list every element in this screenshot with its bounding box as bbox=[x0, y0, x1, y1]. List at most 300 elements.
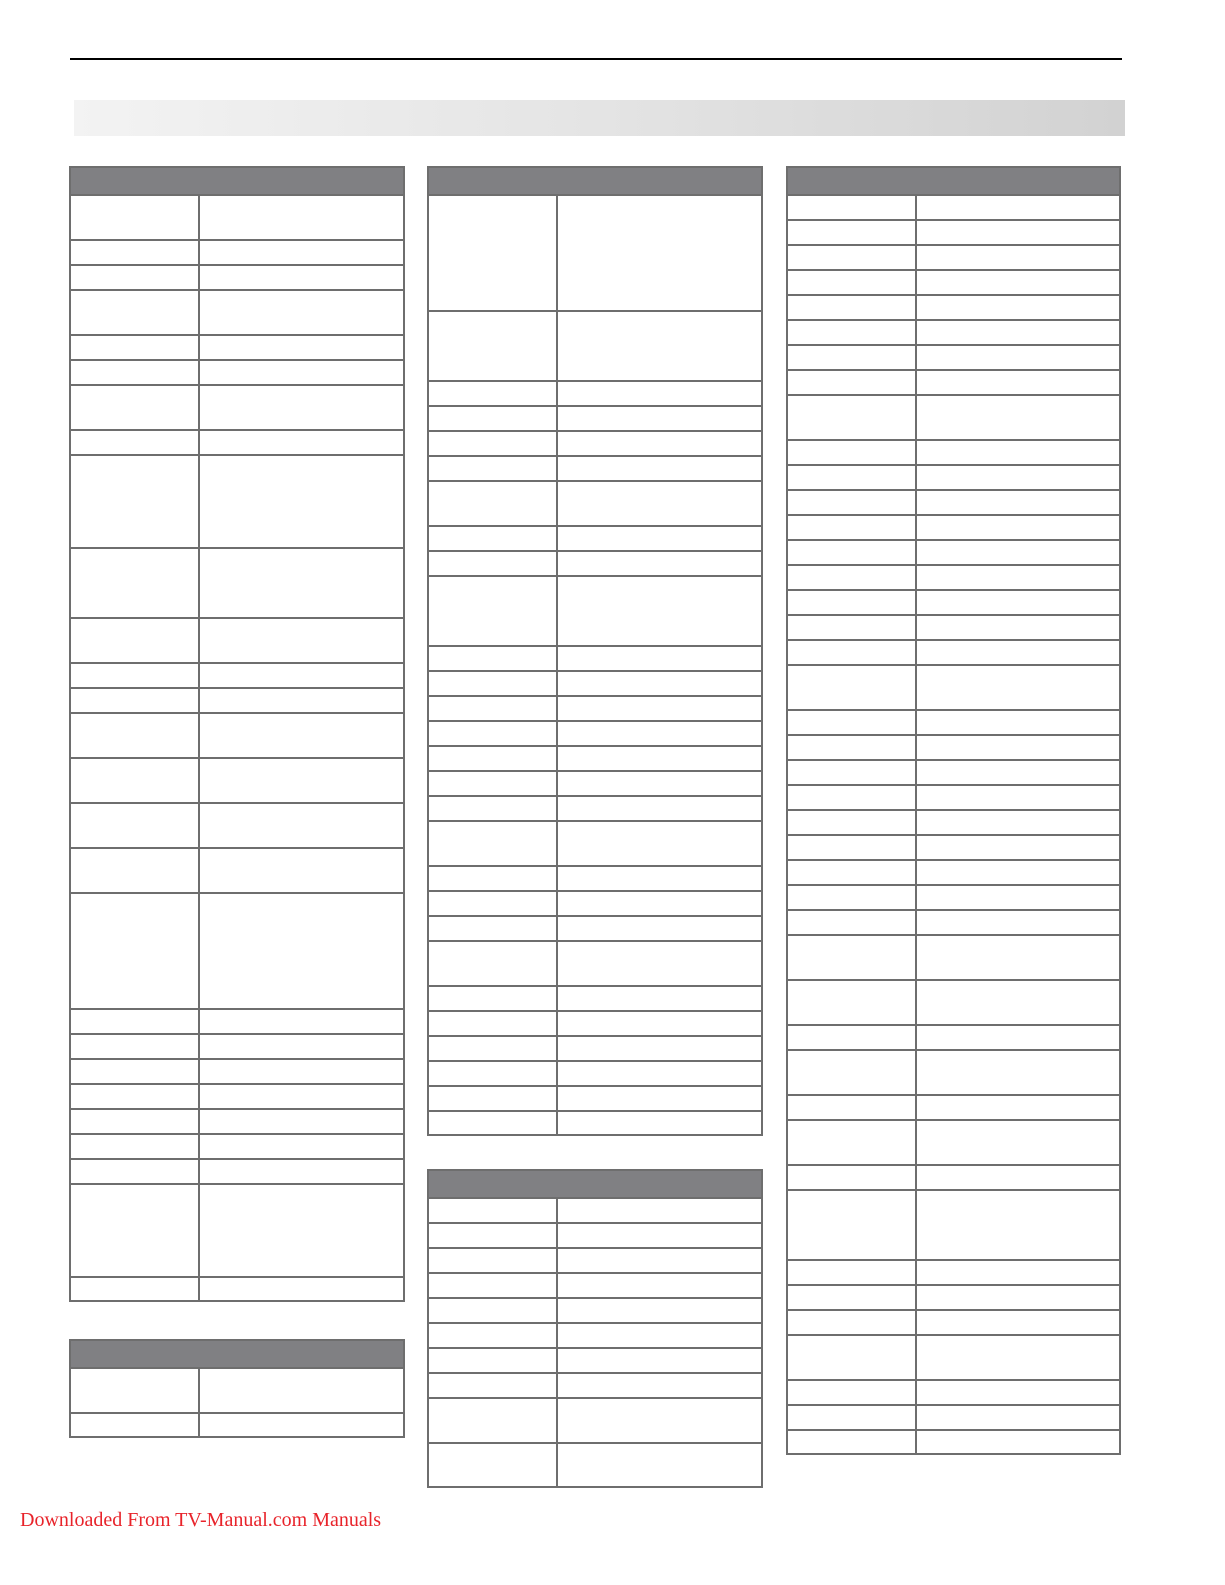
table-cell bbox=[71, 336, 200, 359]
table-cell bbox=[917, 761, 1119, 784]
table-cell bbox=[71, 619, 200, 662]
table-cell bbox=[917, 1051, 1119, 1094]
table-cell bbox=[558, 1299, 761, 1322]
table-cell bbox=[429, 672, 558, 695]
table-row bbox=[429, 915, 761, 940]
table-cell bbox=[917, 1121, 1119, 1164]
table-cell bbox=[71, 431, 200, 454]
table-row bbox=[788, 1024, 1119, 1049]
table-cell bbox=[71, 664, 200, 687]
table-cell bbox=[788, 936, 917, 979]
table-cell bbox=[917, 811, 1119, 834]
table-row bbox=[788, 1379, 1119, 1404]
table-cell bbox=[429, 407, 558, 430]
table-row bbox=[429, 745, 761, 770]
table-cell bbox=[558, 647, 761, 670]
table-cell bbox=[429, 1112, 558, 1134]
table-cell bbox=[429, 1249, 558, 1272]
table-cell bbox=[788, 541, 917, 564]
table-cell bbox=[200, 431, 403, 454]
table-cell bbox=[917, 1286, 1119, 1309]
table-cell bbox=[71, 456, 200, 547]
table-row bbox=[788, 1259, 1119, 1284]
table-cell bbox=[429, 892, 558, 915]
table-cell bbox=[788, 516, 917, 539]
table-cell bbox=[788, 1381, 917, 1404]
table-cell bbox=[200, 336, 403, 359]
table-row bbox=[788, 344, 1119, 369]
table-cell bbox=[917, 641, 1119, 664]
table-cell bbox=[917, 1261, 1119, 1284]
table-row bbox=[71, 1276, 403, 1300]
table-row bbox=[71, 1008, 403, 1033]
table-cell bbox=[429, 1299, 558, 1322]
table-cell bbox=[429, 1324, 558, 1347]
table-cell bbox=[917, 711, 1119, 734]
table-row bbox=[788, 369, 1119, 394]
table-cell bbox=[917, 861, 1119, 884]
table-row bbox=[71, 547, 403, 617]
table-row bbox=[429, 1397, 761, 1442]
table-cell bbox=[71, 549, 200, 617]
table-cell bbox=[558, 482, 761, 525]
table-cell bbox=[788, 761, 917, 784]
download-source-link[interactable]: Downloaded From TV-Manual.com Manuals bbox=[20, 1509, 382, 1531]
table-row bbox=[71, 1183, 403, 1276]
table-cell bbox=[917, 886, 1119, 909]
table-row bbox=[788, 489, 1119, 514]
table-row bbox=[788, 784, 1119, 809]
table-cell bbox=[917, 1096, 1119, 1119]
table-cell bbox=[558, 1199, 761, 1222]
table-cell bbox=[200, 714, 403, 757]
table-cell bbox=[200, 291, 403, 334]
table-row bbox=[429, 380, 761, 405]
table-cell bbox=[71, 1185, 200, 1276]
table-row bbox=[788, 319, 1119, 344]
table-cell bbox=[917, 1191, 1119, 1259]
table-cell bbox=[558, 1399, 761, 1442]
table-cell bbox=[558, 527, 761, 550]
table-cell bbox=[200, 894, 403, 1008]
table-cell bbox=[558, 722, 761, 745]
table-cell bbox=[788, 566, 917, 589]
table-cell bbox=[200, 1010, 403, 1033]
table-row bbox=[71, 847, 403, 892]
table-row bbox=[71, 454, 403, 547]
table-cell bbox=[558, 382, 761, 405]
table-row bbox=[71, 757, 403, 802]
table-cell bbox=[917, 591, 1119, 614]
table-row bbox=[788, 639, 1119, 664]
table-cell bbox=[429, 917, 558, 940]
table-row bbox=[429, 550, 761, 575]
table-row bbox=[71, 712, 403, 757]
table-cell bbox=[429, 527, 558, 550]
table-cell bbox=[429, 552, 558, 575]
table-row bbox=[788, 884, 1119, 909]
table-cell bbox=[917, 981, 1119, 1024]
table-row bbox=[429, 1085, 761, 1110]
table-row bbox=[429, 1372, 761, 1397]
table-row bbox=[788, 439, 1119, 464]
table-cell bbox=[917, 1381, 1119, 1404]
table-row bbox=[788, 294, 1119, 319]
table-cell bbox=[558, 942, 761, 985]
code-table bbox=[69, 166, 405, 1302]
table-cell bbox=[917, 566, 1119, 589]
table-cell bbox=[71, 266, 200, 289]
table-cell bbox=[200, 849, 403, 892]
table-cell bbox=[788, 911, 917, 934]
table-cell bbox=[558, 312, 761, 380]
table-cell bbox=[558, 797, 761, 820]
table-row bbox=[429, 670, 761, 695]
table-cell bbox=[71, 1369, 200, 1412]
table-row bbox=[788, 759, 1119, 784]
table-row bbox=[788, 1309, 1119, 1334]
table-row bbox=[429, 795, 761, 820]
table-row bbox=[429, 1010, 761, 1035]
table-row bbox=[71, 1058, 403, 1083]
table-cell bbox=[788, 641, 917, 664]
table-cell bbox=[558, 892, 761, 915]
table-cell bbox=[917, 271, 1119, 294]
code-table bbox=[786, 166, 1121, 1455]
table-cell bbox=[788, 441, 917, 464]
table-cell bbox=[917, 1406, 1119, 1429]
table-row bbox=[429, 770, 761, 795]
table-cell bbox=[788, 371, 917, 394]
table-cell bbox=[71, 1010, 200, 1033]
table-row bbox=[788, 539, 1119, 564]
table-row bbox=[429, 1322, 761, 1347]
table-row bbox=[71, 239, 403, 264]
table-cell bbox=[71, 241, 200, 264]
table-cell bbox=[200, 1035, 403, 1058]
table-cell bbox=[917, 1431, 1119, 1453]
table-cell bbox=[788, 1121, 917, 1164]
table-cell bbox=[917, 516, 1119, 539]
table-cell bbox=[558, 747, 761, 770]
table-cell bbox=[788, 321, 917, 344]
table-cell bbox=[788, 836, 917, 859]
table-row bbox=[429, 720, 761, 745]
table-cell bbox=[917, 1336, 1119, 1379]
table-cell bbox=[429, 987, 558, 1010]
table-cell bbox=[558, 1274, 761, 1297]
table-cell bbox=[788, 1026, 917, 1049]
table-row bbox=[429, 865, 761, 890]
table-row bbox=[429, 1110, 761, 1134]
table-cell bbox=[558, 196, 761, 310]
table-row bbox=[71, 1412, 403, 1436]
table-cell bbox=[429, 1224, 558, 1247]
table-cell bbox=[558, 917, 761, 940]
table-cell bbox=[917, 321, 1119, 344]
table-cell bbox=[71, 1135, 200, 1158]
table-cell bbox=[558, 772, 761, 795]
table-row bbox=[429, 1197, 761, 1222]
table-cell bbox=[200, 1110, 403, 1133]
table-row bbox=[788, 1404, 1119, 1429]
table-cell bbox=[71, 291, 200, 334]
table-cell bbox=[71, 689, 200, 712]
table-row bbox=[788, 194, 1119, 219]
table-cell bbox=[429, 312, 558, 380]
table-cell bbox=[429, 1062, 558, 1085]
table-cell bbox=[917, 1166, 1119, 1189]
table-header bbox=[71, 168, 403, 194]
table-cell bbox=[558, 1012, 761, 1035]
table-cell bbox=[200, 1414, 403, 1436]
table-cell bbox=[429, 432, 558, 455]
table-cell bbox=[429, 1012, 558, 1035]
table-cell bbox=[429, 647, 558, 670]
table-row bbox=[71, 892, 403, 1008]
table-row bbox=[788, 734, 1119, 759]
table-row bbox=[788, 269, 1119, 294]
table-cell bbox=[917, 221, 1119, 244]
table-cell bbox=[429, 457, 558, 480]
table-cell bbox=[200, 1185, 403, 1276]
table-cell bbox=[788, 886, 917, 909]
table-row bbox=[429, 940, 761, 985]
table-cell bbox=[71, 1035, 200, 1058]
table-cell bbox=[917, 616, 1119, 639]
table-row bbox=[788, 1164, 1119, 1189]
table-row bbox=[71, 1033, 403, 1058]
table-cell bbox=[558, 407, 761, 430]
table-row bbox=[788, 614, 1119, 639]
table-row bbox=[788, 1049, 1119, 1094]
table-cell bbox=[558, 1444, 761, 1486]
table-cell bbox=[429, 1444, 558, 1486]
table-cell bbox=[558, 867, 761, 890]
table-cell bbox=[788, 1406, 917, 1429]
table-cell bbox=[429, 577, 558, 645]
table-cell bbox=[71, 1160, 200, 1183]
table-cell bbox=[429, 747, 558, 770]
table-cell bbox=[558, 697, 761, 720]
section-banner bbox=[74, 100, 1125, 136]
table-cell bbox=[788, 1191, 917, 1259]
table-cell bbox=[558, 577, 761, 645]
table-cell bbox=[429, 1274, 558, 1297]
table-cell bbox=[429, 382, 558, 405]
table-row bbox=[429, 1442, 761, 1486]
table-row bbox=[71, 662, 403, 687]
table-cell bbox=[429, 1087, 558, 1110]
table-cell bbox=[200, 386, 403, 429]
table-row bbox=[71, 384, 403, 429]
table-cell bbox=[558, 457, 761, 480]
table-cell bbox=[917, 1311, 1119, 1334]
table-cell bbox=[200, 664, 403, 687]
table-row bbox=[788, 1094, 1119, 1119]
table-cell bbox=[558, 1062, 761, 1085]
table-cell bbox=[200, 804, 403, 847]
table-row bbox=[429, 820, 761, 865]
table-cell bbox=[788, 786, 917, 809]
table-row bbox=[788, 709, 1119, 734]
table-row bbox=[429, 405, 761, 430]
table-cell bbox=[200, 549, 403, 617]
table-cell bbox=[71, 361, 200, 384]
table-cell bbox=[558, 432, 761, 455]
table-cell bbox=[917, 396, 1119, 439]
table-row bbox=[429, 455, 761, 480]
table-cell bbox=[788, 811, 917, 834]
table-cell bbox=[558, 672, 761, 695]
table-cell bbox=[71, 1278, 200, 1300]
table-cell bbox=[71, 759, 200, 802]
code-table bbox=[427, 166, 763, 1136]
table-row bbox=[429, 890, 761, 915]
table-row bbox=[788, 219, 1119, 244]
table-row bbox=[71, 264, 403, 289]
table-row bbox=[429, 310, 761, 380]
table-row bbox=[429, 480, 761, 525]
table-cell bbox=[788, 616, 917, 639]
table-cell bbox=[917, 466, 1119, 489]
table-row bbox=[788, 1334, 1119, 1379]
table-row bbox=[788, 664, 1119, 709]
table-cell bbox=[788, 1261, 917, 1284]
table-cell bbox=[917, 441, 1119, 464]
table-cell bbox=[788, 1311, 917, 1334]
table-cell bbox=[917, 936, 1119, 979]
table-cell bbox=[917, 736, 1119, 759]
table-cell bbox=[788, 1431, 917, 1453]
table-cell bbox=[558, 552, 761, 575]
table-cell bbox=[788, 711, 917, 734]
table-cell bbox=[917, 836, 1119, 859]
table-cell bbox=[200, 196, 403, 239]
table-header bbox=[71, 1341, 403, 1367]
table-header bbox=[429, 168, 761, 194]
table-cell bbox=[429, 1349, 558, 1372]
table-cell bbox=[429, 1037, 558, 1060]
table-row bbox=[788, 1189, 1119, 1259]
table-row bbox=[71, 1133, 403, 1158]
table-row bbox=[71, 194, 403, 239]
table-row bbox=[788, 809, 1119, 834]
code-table bbox=[427, 1169, 763, 1488]
table-cell bbox=[558, 1349, 761, 1372]
table-cell bbox=[917, 911, 1119, 934]
table-cell bbox=[788, 196, 917, 219]
table-cell bbox=[788, 346, 917, 369]
table-cell bbox=[558, 822, 761, 865]
table-cell bbox=[71, 849, 200, 892]
table-row bbox=[788, 244, 1119, 269]
table-cell bbox=[788, 1166, 917, 1189]
table-row bbox=[429, 430, 761, 455]
table-row bbox=[429, 1272, 761, 1297]
code-table bbox=[69, 1339, 405, 1438]
table-header bbox=[788, 168, 1119, 194]
table-cell bbox=[429, 867, 558, 890]
table-row bbox=[71, 802, 403, 847]
table-row bbox=[429, 695, 761, 720]
table-cell bbox=[71, 196, 200, 239]
table-cell bbox=[200, 1085, 403, 1108]
table-cell bbox=[200, 361, 403, 384]
table-row bbox=[788, 1284, 1119, 1309]
table-cell bbox=[917, 666, 1119, 709]
table-row bbox=[71, 289, 403, 334]
table-cell bbox=[788, 1336, 917, 1379]
table-cell bbox=[558, 1374, 761, 1397]
table-row bbox=[71, 1367, 403, 1412]
table-cell bbox=[788, 271, 917, 294]
table-cell bbox=[917, 296, 1119, 319]
table-cell bbox=[71, 1110, 200, 1133]
table-row bbox=[788, 394, 1119, 439]
table-cell bbox=[71, 894, 200, 1008]
table-row bbox=[788, 464, 1119, 489]
table-cell bbox=[200, 241, 403, 264]
table-cell bbox=[429, 772, 558, 795]
table-row bbox=[429, 1297, 761, 1322]
table-cell bbox=[788, 246, 917, 269]
table-cell bbox=[917, 346, 1119, 369]
table-row bbox=[71, 1108, 403, 1133]
table-cell bbox=[200, 266, 403, 289]
table-row bbox=[429, 985, 761, 1010]
table-row bbox=[71, 359, 403, 384]
table-cell bbox=[200, 1135, 403, 1158]
table-cell bbox=[917, 786, 1119, 809]
table-row bbox=[788, 514, 1119, 539]
table-row bbox=[429, 1035, 761, 1060]
table-row bbox=[429, 525, 761, 550]
table-row bbox=[71, 617, 403, 662]
table-cell bbox=[200, 1060, 403, 1083]
table-row bbox=[429, 1060, 761, 1085]
table-cell bbox=[200, 1160, 403, 1183]
table-cell bbox=[788, 666, 917, 709]
table-cell bbox=[558, 1224, 761, 1247]
table-cell bbox=[200, 456, 403, 547]
table-cell bbox=[788, 1096, 917, 1119]
table-cell bbox=[917, 246, 1119, 269]
table-cell bbox=[71, 1060, 200, 1083]
table-cell bbox=[429, 822, 558, 865]
table-cell bbox=[917, 1026, 1119, 1049]
table-cell bbox=[429, 482, 558, 525]
table-cell bbox=[200, 689, 403, 712]
table-cell bbox=[558, 1249, 761, 1272]
table-cell bbox=[71, 386, 200, 429]
table-cell bbox=[788, 466, 917, 489]
table-cell bbox=[200, 619, 403, 662]
table-cell bbox=[917, 541, 1119, 564]
table-cell bbox=[788, 396, 917, 439]
table-cell bbox=[788, 491, 917, 514]
table-cell bbox=[200, 759, 403, 802]
table-row bbox=[429, 1247, 761, 1272]
table-cell bbox=[558, 1324, 761, 1347]
table-row bbox=[788, 909, 1119, 934]
table-cell bbox=[429, 1374, 558, 1397]
table-row bbox=[788, 1119, 1119, 1164]
table-cell bbox=[71, 714, 200, 757]
table-cell bbox=[429, 697, 558, 720]
table-cell bbox=[917, 491, 1119, 514]
table-cell bbox=[71, 1085, 200, 1108]
